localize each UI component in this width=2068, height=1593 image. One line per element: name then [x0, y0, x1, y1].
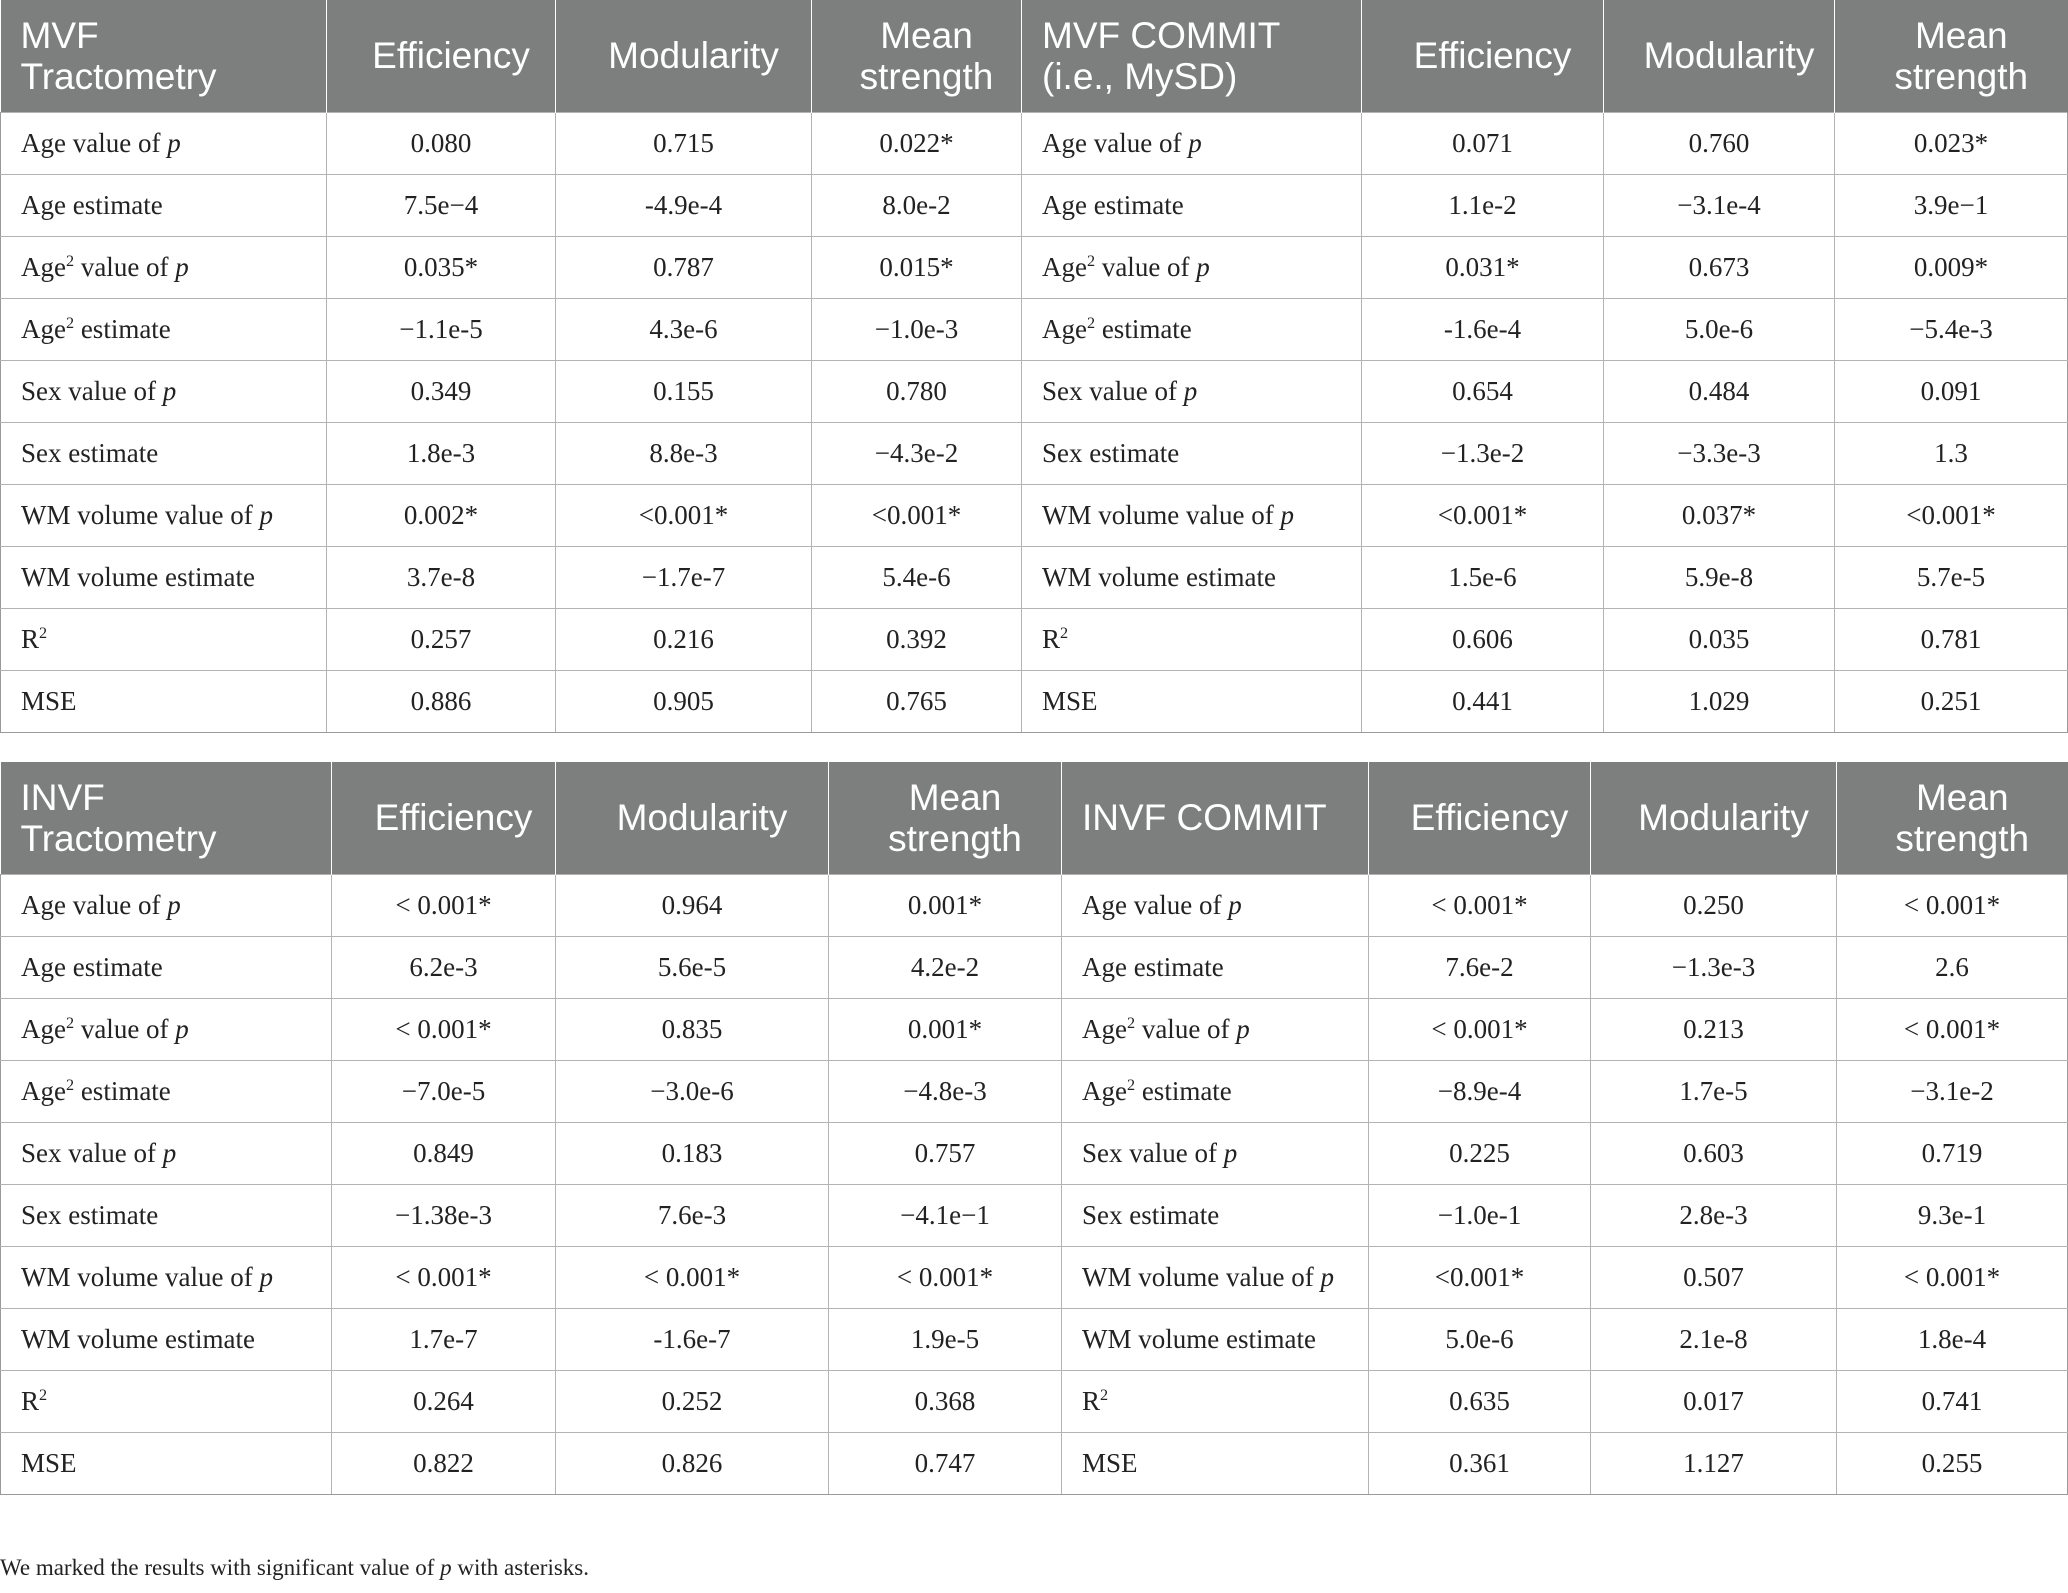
table-cell: 0.071 [1362, 112, 1604, 174]
mvf-header-row [1, 0, 2068, 112]
table-cell: < 0.001* [1369, 874, 1591, 936]
table-cell: -1.6e-7 [556, 1308, 829, 1370]
table-cell: 8.0e-2 [812, 174, 1022, 236]
table-cell: 0.654 [1362, 360, 1604, 422]
table-cell: < 0.001* [332, 998, 556, 1060]
mvf-table-header [1, 0, 2068, 112]
table-cell: 1.8e-4 [1837, 1308, 2068, 1370]
mvf-column-header-modularity: Modularity [1604, 0, 1835, 112]
invf-column-header-efficiency: Efficiency [1369, 762, 1591, 874]
table-cell: 0.741 [1837, 1370, 2068, 1432]
table-row [1, 1122, 2068, 1184]
table-footnote: We marked the results with significant value of p with asterisks. [0, 1555, 589, 1580]
table-row [1, 1432, 2068, 1494]
table-cell: 0.780 [812, 360, 1022, 422]
invf-table-header [1, 762, 2068, 874]
table-cell: <0.001* [556, 484, 812, 546]
table-cell: −4.8e-3 [829, 1060, 1062, 1122]
mvf-column-header-mean-strength: Mean strength [1835, 0, 2068, 112]
table-cell: 0.001* [829, 998, 1062, 1060]
table-cell: 1.9e-5 [829, 1308, 1062, 1370]
table-cell: 0.635 [1369, 1370, 1591, 1432]
table-cell: −1.0e-1 [1369, 1184, 1591, 1246]
table-cell: −1.38e-3 [332, 1184, 556, 1246]
table-cell: 0.015* [812, 236, 1022, 298]
table-row [1, 112, 2068, 174]
table-cell: 9.3e-1 [1837, 1184, 2068, 1246]
table-cell: -4.9e-4 [556, 174, 812, 236]
table-cell: −1.3e-3 [1591, 936, 1837, 998]
table-cell: 5.4e-6 [812, 546, 1022, 608]
invf-header-row [1, 762, 2068, 874]
mvf-column-header-modularity: Modularity [556, 0, 812, 112]
row-label: $R^2$ [1022, 608, 1362, 670]
table-cell: 4.3e-6 [556, 298, 812, 360]
table-cell: 3.9e−1 [1835, 174, 2068, 236]
table-cell: 0.441 [1362, 670, 1604, 732]
invf-results-table [0, 762, 2068, 1495]
table-row [1, 874, 2068, 936]
row-label: WM volume estimate [1022, 546, 1362, 608]
table-cell: 0.781 [1835, 608, 2068, 670]
table-row [1, 1184, 2068, 1246]
table-cell: <0.001* [812, 484, 1022, 546]
row-label: Sex value of p [1, 1122, 332, 1184]
table-cell: 0.964 [556, 874, 829, 936]
table-cell: 0.257 [327, 608, 556, 670]
table-row [1, 1308, 2068, 1370]
table-cell: 0.368 [829, 1370, 1062, 1432]
row-label: Age estimate [1062, 936, 1369, 998]
table-cell: < 0.001* [332, 1246, 556, 1308]
row-label: Sex value of p [1062, 1122, 1369, 1184]
table-cell: −3.3e-3 [1604, 422, 1835, 484]
invf-column-header-mean-strength: Mean strength [1837, 762, 2068, 874]
row-label: $R^2$ [1, 1370, 332, 1432]
table-cell: −1.1e-5 [327, 298, 556, 360]
table-cell: 0.822 [332, 1432, 556, 1494]
table-cell: 0.216 [556, 608, 812, 670]
table-cell: 0.225 [1369, 1122, 1591, 1184]
table-cell: 0.719 [1837, 1122, 2068, 1184]
table-cell: 0.835 [556, 998, 829, 1060]
row-label: WM volume value of p [1062, 1246, 1369, 1308]
row-label: Sex estimate [1, 1184, 332, 1246]
row-label: WM volume estimate [1, 546, 327, 608]
invf-column-header-mean-strength: Mean strength [829, 762, 1062, 874]
table-cell: < 0.001* [332, 874, 556, 936]
table-cell: 4.2e-2 [829, 936, 1062, 998]
invf-column-header-invf-tractometry: INVF Tractometry [1, 762, 332, 874]
mvf-table-body [1, 112, 2068, 732]
table-cell: 0.757 [829, 1122, 1062, 1184]
table-row [1, 1060, 2068, 1122]
table-row [1, 670, 2068, 732]
row-label: $R^2$ [1062, 1370, 1369, 1432]
table-cell: 0.035 [1604, 608, 1835, 670]
row-label: MSE [1062, 1432, 1369, 1494]
row-label: MSE [1022, 670, 1362, 732]
invf-column-header-modularity: Modularity [556, 762, 829, 874]
row-label: WM volume estimate [1, 1308, 332, 1370]
table-cell: 2.6 [1837, 936, 2068, 998]
mvf-column-header-mvf-commit-i-e-mysd: MVF COMMIT (i.e., MySD) [1022, 0, 1362, 112]
invf-column-header-efficiency: Efficiency [332, 762, 556, 874]
table-row [1, 546, 2068, 608]
row-label: Age value of p [1022, 112, 1362, 174]
table-row [1, 998, 2068, 1060]
row-label: Sex estimate [1022, 422, 1362, 484]
row-label: $R^2$ [1, 608, 327, 670]
table-cell: −8.9e-4 [1369, 1060, 1591, 1122]
table-cell: < 0.001* [556, 1246, 829, 1308]
table-row [1, 608, 2068, 670]
table-cell: 5.9e-8 [1604, 546, 1835, 608]
row-label: Age$^2$ value of p [1, 998, 332, 1060]
table-cell: 0.035* [327, 236, 556, 298]
table-cell: 0.603 [1591, 1122, 1837, 1184]
table-cell: 7.6e-3 [556, 1184, 829, 1246]
table-cell: <0.001* [1835, 484, 2068, 546]
table-cell: 0.155 [556, 360, 812, 422]
table-cell: 0.886 [327, 670, 556, 732]
table-cell: 0.787 [556, 236, 812, 298]
table-cell: 0.037* [1604, 484, 1835, 546]
table-cell: 1.1e-2 [1362, 174, 1604, 236]
table-cell: 1.5e-6 [1362, 546, 1604, 608]
row-label: WM volume estimate [1062, 1308, 1369, 1370]
row-label: MSE [1, 670, 327, 732]
table-cell: 0.031* [1362, 236, 1604, 298]
table-cell: −3.1e-4 [1604, 174, 1835, 236]
row-label: Age estimate [1, 174, 327, 236]
table-row [1, 484, 2068, 546]
row-label: WM volume value of p [1, 484, 327, 546]
table-cell: 6.2e-3 [332, 936, 556, 998]
table-cell: −1.3e-2 [1362, 422, 1604, 484]
table-cell: 0.826 [556, 1432, 829, 1494]
table-cell: 0.022* [812, 112, 1022, 174]
table-cell: 2.8e-3 [1591, 1184, 1837, 1246]
row-label: Age$^2$ estimate [1, 1060, 332, 1122]
table-cell: 0.001* [829, 874, 1062, 936]
table-cell: 0.251 [1835, 670, 2068, 732]
row-label: Age value of p [1062, 874, 1369, 936]
table-cell: < 0.001* [829, 1246, 1062, 1308]
table-cell: 0.023* [1835, 112, 2068, 174]
table-cell: 2.1e-8 [1591, 1308, 1837, 1370]
table-cell: 1.127 [1591, 1432, 1837, 1494]
table-cell: -1.6e-4 [1362, 298, 1604, 360]
table-cell: −1.7e-7 [556, 546, 812, 608]
row-label: Sex estimate [1, 422, 327, 484]
table-cell: <0.001* [1362, 484, 1604, 546]
table-cell: 0.017 [1591, 1370, 1837, 1432]
table-cell: < 0.001* [1369, 998, 1591, 1060]
table-cell: 0.250 [1591, 874, 1837, 936]
table-cell: 0.905 [556, 670, 812, 732]
table-cell: 0.002* [327, 484, 556, 546]
table-cell: <0.001* [1369, 1246, 1591, 1308]
table-cell: −7.0e-5 [332, 1060, 556, 1122]
table-cell: 1.3 [1835, 422, 2068, 484]
table-cell: 0.715 [556, 112, 812, 174]
row-label: Age$^2$ value of p [1, 236, 327, 298]
table-cell: 0.183 [556, 1122, 829, 1184]
row-label: Age$^2$ value of p [1022, 236, 1362, 298]
row-label: Age$^2$ value of p [1062, 998, 1369, 1060]
table-cell: 0.673 [1604, 236, 1835, 298]
table-cell: 1.7e-7 [332, 1308, 556, 1370]
table-cell: 0.484 [1604, 360, 1835, 422]
table-cell: 1.029 [1604, 670, 1835, 732]
table-cell: 0.507 [1591, 1246, 1837, 1308]
invf-column-header-invf-commit: INVF COMMIT [1062, 762, 1369, 874]
table-cell: 0.849 [332, 1122, 556, 1184]
mvf-column-header-efficiency: Efficiency [327, 0, 556, 112]
table-cell: 5.0e-6 [1604, 298, 1835, 360]
invf-column-header-modularity: Modularity [1591, 762, 1837, 874]
table-cell: 0.765 [812, 670, 1022, 732]
table-row [1, 1246, 2068, 1308]
table-cell: 0.009* [1835, 236, 2068, 298]
row-label: WM volume value of p [1022, 484, 1362, 546]
table-cell: < 0.001* [1837, 1246, 2068, 1308]
table-cell: −3.1e-2 [1837, 1060, 2068, 1122]
table-cell: < 0.001* [1837, 874, 2068, 936]
table-cell: 0.361 [1369, 1432, 1591, 1494]
table-cell: 0.080 [327, 112, 556, 174]
row-label: Sex value of p [1022, 360, 1362, 422]
table-cell: 5.7e-5 [1835, 546, 2068, 608]
table-row [1, 360, 2068, 422]
table-cell: 5.6e-5 [556, 936, 829, 998]
table-cell: 1.7e-5 [1591, 1060, 1837, 1122]
table-cell: 1.8e-3 [327, 422, 556, 484]
row-label: Age$^2$ estimate [1, 298, 327, 360]
row-label: Age estimate [1022, 174, 1362, 236]
table-cell: 0.392 [812, 608, 1022, 670]
row-label: Sex estimate [1062, 1184, 1369, 1246]
table-cell: 3.7e-8 [327, 546, 556, 608]
table-cell: 0.091 [1835, 360, 2068, 422]
table-cell: 0.747 [829, 1432, 1062, 1494]
row-label: Age value of p [1, 874, 332, 936]
invf-table-body [1, 874, 2068, 1494]
mvf-column-header-efficiency: Efficiency [1362, 0, 1604, 112]
table-cell: −4.3e-2 [812, 422, 1022, 484]
table-cell: < 0.001* [1837, 998, 2068, 1060]
table-row [1, 298, 2068, 360]
row-label: Age estimate [1, 936, 332, 998]
row-label: MSE [1, 1432, 332, 1494]
mvf-column-header-mean-strength: Mean strength [812, 0, 1022, 112]
table-cell: 0.606 [1362, 608, 1604, 670]
table-cell: 0.264 [332, 1370, 556, 1432]
table-row [1, 936, 2068, 998]
table-cell: 0.252 [556, 1370, 829, 1432]
table-cell: −3.0e-6 [556, 1060, 829, 1122]
table-cell: 5.0e-6 [1369, 1308, 1591, 1370]
mvf-results-table [0, 0, 2068, 733]
row-label: Age$^2$ estimate [1022, 298, 1362, 360]
table-cell: 0.349 [327, 360, 556, 422]
row-label: Sex value of p [1, 360, 327, 422]
table-cell: 8.8e-3 [556, 422, 812, 484]
row-label: WM volume value of p [1, 1246, 332, 1308]
table-cell: 0.213 [1591, 998, 1837, 1060]
table-row [1, 236, 2068, 298]
table-cell: 0.255 [1837, 1432, 2068, 1494]
table-cell: −4.1e−1 [829, 1184, 1062, 1246]
row-label: Age$^2$ estimate [1062, 1060, 1369, 1122]
table-row [1, 174, 2068, 236]
row-label: Age value of p [1, 112, 327, 174]
table-row [1, 422, 2068, 484]
table-cell: −5.4e-3 [1835, 298, 2068, 360]
table-cell: 7.5e−4 [327, 174, 556, 236]
table-cell: 7.6e-2 [1369, 936, 1591, 998]
table-cell: −1.0e-3 [812, 298, 1022, 360]
table-cell: 0.760 [1604, 112, 1835, 174]
table-row [1, 1370, 2068, 1432]
mvf-column-header-mvf-tractometry: MVF Tractometry [1, 0, 327, 112]
